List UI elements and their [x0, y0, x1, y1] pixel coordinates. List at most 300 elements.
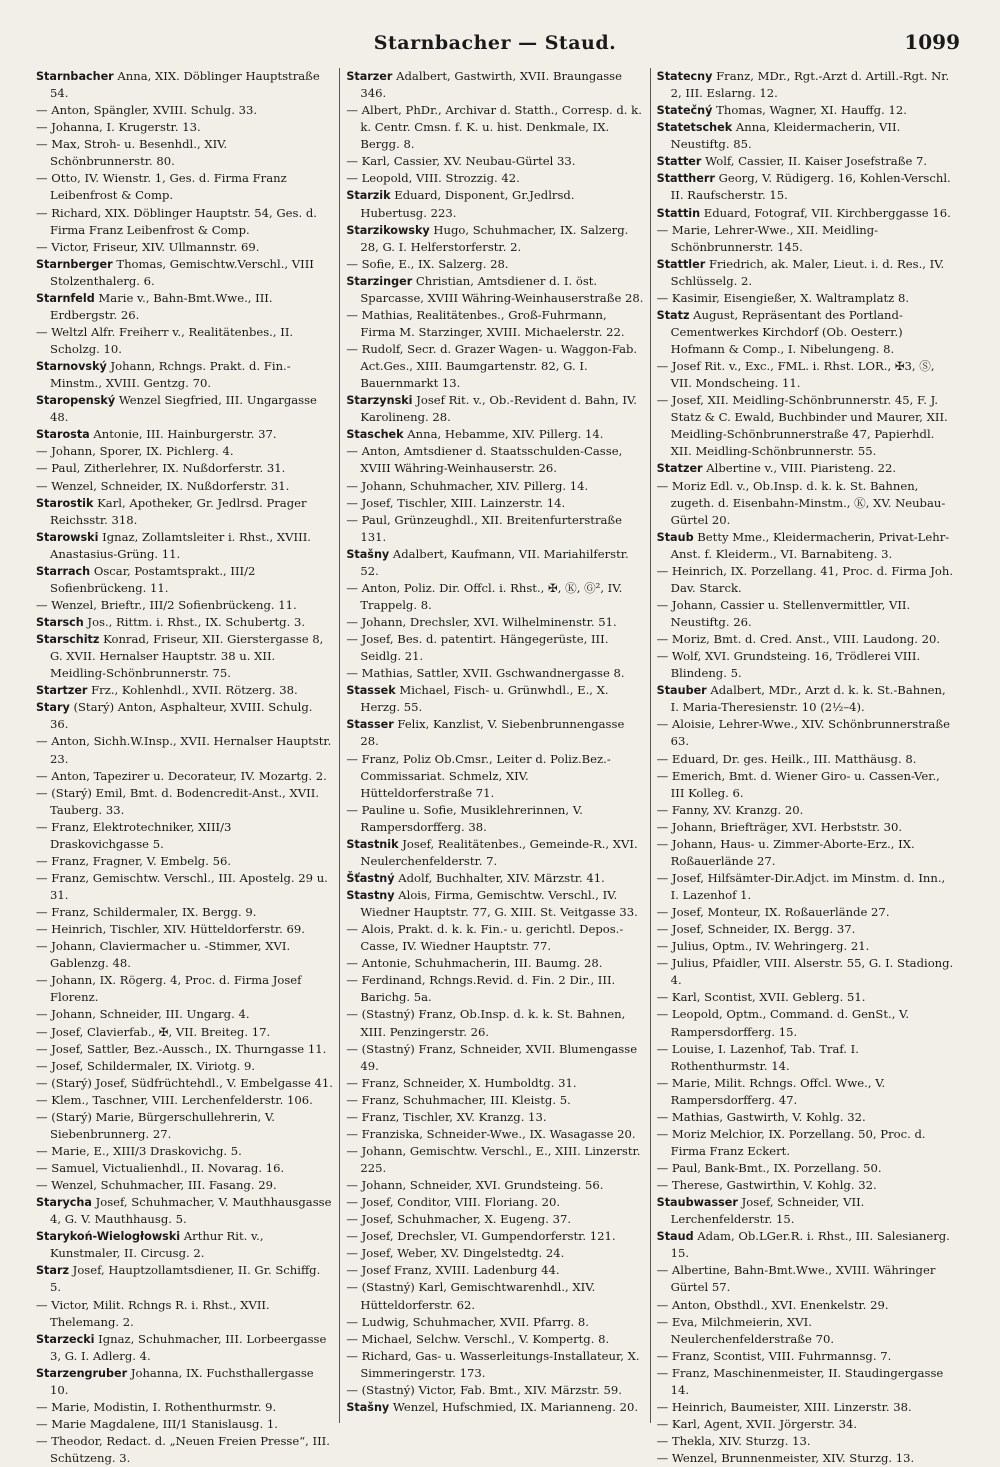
directory-entry: [657, 1314, 954, 1348]
entry-text: — Franz, Gemischtw. Verschl., III. Apostelg. 29 u. 31.: [36, 870, 328, 902]
entry-text: — Wolf, XVI. Grundsteing. 16, Trödlerei VIII. Blindeng. 5.: [656, 649, 921, 681]
directory-entry: [346, 546, 643, 580]
directory-entry: [36, 1416, 333, 1433]
directory-entry: [346, 1075, 643, 1092]
entry-text: Wenzel, Hufschmied, IX. Marianneng. 20.: [392, 1399, 639, 1414]
column-3: [650, 68, 960, 1466]
directory-entry: [36, 119, 333, 136]
entry-surname: Starosta: [36, 428, 90, 442]
entry-text: — Franz, Tischler, XV. Kranzg. 13.: [346, 1109, 547, 1124]
directory-entry: [36, 768, 333, 785]
directory-entry: [36, 597, 333, 614]
directory-entry: [657, 1177, 954, 1194]
directory-entry: [36, 290, 333, 324]
directory-entry: [36, 819, 333, 853]
entry-text: Marie v., Bahn-Bmt.Wwe., III. Erdbergstr. 26.: [50, 290, 273, 322]
directory-entry: [346, 1331, 643, 1348]
entry-text: Alois, Firma, Gemischtw. Verschl., IV. Wiedner Hauptstr. 77, G. XIII. St. Veitgasse 33.: [360, 888, 638, 920]
directory-entry: [346, 392, 643, 426]
directory-entry: [36, 256, 333, 290]
entry-text: — Sofie, E., IX. Salzerg. 28.: [346, 256, 509, 271]
directory-entry: [657, 1433, 954, 1450]
entry-surname: Starzecki: [36, 1332, 95, 1346]
directory-entry: [657, 836, 954, 870]
directory-entry: [657, 989, 954, 1006]
directory-entry: [346, 256, 643, 273]
entry-text: — Kasimir, Eisengießer, X. Waltramplatz 8.: [656, 290, 910, 305]
entry-text: — Paul, Grünzeughdl., XII. Breitenfurterstraße 131.: [346, 512, 623, 544]
entry-text: (Starý) Anton, Asphalteur, XVIII. Schulg. 36.: [50, 700, 313, 732]
entry-text: — Antonie, Schuhmacherin, III. Baumg. 28.: [346, 956, 603, 971]
entry-text: — Wenzel, Brieftr., III/2 Sofienbrückeng. 11.: [36, 597, 297, 612]
entry-text: — Anton, Tapezirer u. Decorateur, IV. Mozartg. 2.: [36, 768, 327, 783]
entry-text: — Victor, Milit. Rchngs R. i. Rhst., XVII. Thelemang. 2.: [36, 1297, 270, 1329]
entry-text: — (Starý) Marie, Bürgerschullehrerin, V. Siebenbrunnerg. 27.: [36, 1109, 275, 1141]
entry-text: Oscar, Postamtsprakt., III/2 Sofienbrückeng. 11.: [50, 563, 256, 595]
entry-text: — (Stastný) Franz, Schneider, XVII. Blumengasse 49.: [346, 1041, 638, 1073]
entry-text: Michael, Fisch- u. Grünwhdl., E., X. Herzg. 55.: [360, 683, 609, 715]
entry-surname: Starzer: [346, 70, 393, 83]
entry-text: Adalbert, Kaufmann, VII. Mariahilferstr. 52.: [360, 546, 629, 578]
entry-text: — Josef, Bes. d. patentirt. Hängegerüste, III. Seidlg. 21.: [346, 632, 609, 664]
entry-text: — Marie, E., XIII/3 Draskovichg. 5.: [36, 1143, 242, 1158]
entry-text: — Ludwig, Schuhmacher, XVII. Pfarrg. 8.: [346, 1314, 589, 1329]
entry-surname: Stašny: [346, 547, 390, 561]
entry-text: — Josef, Hilfsämter-Dir.Adjct. im Minstm. d. Inn., I. Lazenhof 1.: [656, 870, 946, 902]
directory-entry: [346, 1041, 643, 1075]
directory-entry: [36, 1092, 333, 1109]
entry-surname: Starostik: [36, 496, 94, 510]
directory-entry: [36, 1228, 333, 1262]
directory-entry: [346, 170, 643, 187]
entry-text: — Wenzel, Schneider, IX. Nußdorferstr. 31.: [36, 478, 290, 493]
entry-surname: Stastnik: [346, 837, 399, 851]
entry-surname: Stasser: [346, 718, 394, 732]
directory-entry: [346, 102, 643, 153]
directory-entry: [657, 256, 954, 290]
entry-text: Albertine v., VIII. Piaristeng. 22.: [706, 461, 897, 476]
entry-text: — (Stastný) Victor, Fab. Bmt., XIV. Märzstr. 59.: [346, 1382, 622, 1397]
entry-text: — Josef, Monteur, IX. Roßauerlände 27.: [656, 905, 890, 920]
directory-entry: [346, 1382, 643, 1399]
entry-text: — Josef, Schuhmacher, X. Eugeng. 37.: [346, 1212, 572, 1227]
directory-entry: [36, 68, 333, 102]
entry-surname: Starzikowsky: [346, 223, 430, 237]
directory-entry: [36, 870, 333, 904]
directory-entry: [346, 631, 643, 665]
entry-text: — Mathias, Gastwirth, V. Kohlg. 32.: [656, 1109, 866, 1124]
entry-text: — Anton, Poliz. Dir. Offcl. i. Rhst., ✠, Ⓚ, Ⓖ², IV. Trappelg. 8.: [346, 580, 623, 612]
directory-entry: [36, 426, 333, 443]
entry-text: — Ferdinand, Rchngs.Revid. d. Fin. 2 Dir., III. Barichg. 5a.: [346, 973, 616, 1005]
entry-text: — Eduard, Dr. ges. Heilk., III. Matthäusg. 8.: [656, 751, 917, 766]
entry-text: — Albert, PhDr., Archivar d. Statth., Corresp. d. k. k. Centr. Cmsn. f. K. u. hist. Denkmale, IX. Bergg. 8.: [346, 103, 642, 152]
entry-text: — Josef Franz, XVIII. Ladenburg 44.: [346, 1263, 560, 1278]
entry-text: — Franz, Poliz Ob.Cmsr., Leiter d. Poliz.Bez.-Commissariat. Schmelz, XIV. Hütteldorferstraße 71.: [346, 751, 611, 800]
entry-text: — Mathias, Realitätenbes., Groß-Fuhrmann, Firma M. Starzinger, XVIII. Michaelerstr. 22.: [346, 307, 625, 339]
directory-entry: [36, 1177, 333, 1194]
directory-entry: [657, 955, 954, 989]
directory-entry: [36, 921, 333, 938]
directory-entry: [657, 751, 954, 768]
entry-text: — Mathias, Sattler, XVII. Gschwandnergasse 8.: [346, 666, 625, 681]
entry-text: Johann, Rchngs. Prakt. d. Fin.-Minstm., XVIII. Gentzg. 70.: [50, 359, 291, 391]
entry-surname: Statter: [656, 155, 702, 169]
entry-text: Felix, Kanzlist, V. Siebenbrunnengasse 28.: [360, 717, 625, 749]
entry-text: — Josef, XII. Meidling-Schönbrunnerstr. 45, F. J. Statz & C. Ewald, Buchbinder und Maurer, XII. Meidling-Schönbrunnerstraße 47, Papierhdl. XII. Meidling-Schönbrunnerstr. 55.: [656, 393, 948, 459]
directory-entry: [657, 648, 954, 682]
column-1: [30, 68, 339, 1466]
directory-entry: [346, 1279, 643, 1313]
entry-text: — Johann, Cassier u. Stellenvermittler, VII. Neustiftg. 26.: [656, 597, 911, 629]
directory-entry: [346, 751, 643, 802]
directory-entry: [36, 1297, 333, 1331]
entry-text: — Franz, Fragner, V. Embelg. 56.: [36, 853, 232, 868]
entry-surname: Starzynski: [346, 394, 413, 408]
directory-entry: [346, 307, 643, 341]
directory-entry: [36, 495, 333, 529]
entry-text: — Paul, Zitherlehrer, IX. Nußdorferstr. 31.: [36, 461, 286, 476]
entry-text: Christian, Amtsdiener d. I. öst. Sparcasse, XVIII Währing-Weinhauserstraße 28.: [360, 273, 644, 305]
entry-text: — Josef, Conditor, VIII. Floriang. 20.: [346, 1195, 561, 1210]
directory-entry: [346, 495, 643, 512]
directory-entry: [346, 68, 643, 102]
entry-text: — Anton, Sichh.W.Insp., XVII. Hernalser Hauptstr. 23.: [36, 734, 332, 766]
directory-entry: [36, 358, 333, 392]
directory-entry: [657, 1041, 954, 1075]
directory-entry: [346, 1126, 643, 1143]
entry-surname: Starowski: [36, 530, 99, 544]
directory-entry: [346, 955, 643, 972]
directory-entry: [657, 153, 954, 170]
entry-text: — Louise, I. Lazenhof, Tab. Traf. I. Rothenthurmstr. 14.: [656, 1041, 859, 1073]
directory-entry: [36, 733, 333, 767]
directory-entry: [346, 716, 643, 750]
entry-text: — Karl, Cassier, XV. Neubau-Gürtel 33.: [346, 154, 576, 169]
directory-entry: [657, 119, 954, 153]
entry-surname: Statz: [656, 308, 690, 322]
entry-surname: Starnovský: [36, 360, 107, 374]
running-title: Starnbacher — Staud.: [373, 32, 617, 54]
entry-text: — Johann, Schuhmacher, XIV. Pillerg. 14.: [346, 478, 589, 493]
entry-surname: Statecny: [656, 70, 713, 83]
entry-text: — Franz, Schildermaler, IX. Bergg. 9.: [36, 905, 257, 920]
directory-entry: [36, 460, 333, 477]
directory-entry: [657, 921, 954, 938]
page-header: [30, 30, 960, 66]
directory-entry: [346, 1092, 643, 1109]
entry-text: — Heinrich, IX. Porzellang. 41, Proc. d. Firma Joh. Dav. Starck.: [656, 563, 954, 595]
directory-entry: [657, 205, 954, 222]
directory-entry: [657, 768, 954, 802]
entry-text: — Johann, IX. Rögerg. 4, Proc. d. Firma Josef Florenz.: [36, 973, 302, 1005]
directory-entry: [657, 1297, 954, 1314]
entry-text: — Franziska, Schneider-Wwe., IX. Wasagasse 20.: [346, 1126, 636, 1141]
entry-surname: Stauber: [656, 684, 707, 698]
entry-surname: Starzengruber: [36, 1366, 128, 1380]
directory-entry: [657, 802, 954, 819]
directory-entry: [346, 443, 643, 477]
directory-entry: [346, 887, 643, 921]
directory-entry: [346, 1314, 643, 1331]
entry-surname: Statečný: [656, 104, 713, 118]
entry-text: — Alois, Prakt. d. k. k. Fin.- u. gerichtl. Depos.-Casse, IV. Wiedner Hauptstr. 77.: [346, 922, 624, 954]
entry-text: — Max, Stroh- u. Besenhdl., XIV. Schönbrunnerstr. 80.: [36, 137, 228, 169]
directory-entry: [36, 853, 333, 870]
entry-text: Karl, Apotheker, Gr. Jedlrsd. Prager Reichsstr. 318.: [50, 495, 307, 527]
directory-entry: [346, 614, 643, 631]
directory-entry: [36, 170, 333, 204]
entry-surname: Staschek: [346, 428, 404, 442]
entry-text: Josef, Hauptzollamtsdiener, II. Gr. Schiffg. 5.: [50, 1263, 321, 1295]
entry-text: — Franz, Schneider, X. Humboldtg. 31.: [346, 1075, 577, 1090]
entry-text: — Aloisie, Lehrer-Wwe., XIV. Schönbrunnerstraße 63.: [656, 717, 950, 749]
entry-surname: Stastny: [346, 889, 395, 902]
directory-entry: [346, 1262, 643, 1279]
entry-surname: Staub: [656, 530, 694, 544]
entry-text: — Franz, Schuhmacher, III. Kleistg. 5.: [346, 1092, 571, 1107]
entry-text: — Julius, Optm., IV. Wehringerg. 21.: [656, 939, 870, 954]
directory-entry: [346, 478, 643, 495]
entry-text: Friedrich, ak. Maler, Lieut. i. d. Res., IV. Schlüsselg. 2.: [670, 256, 945, 288]
directory-entry: [36, 529, 333, 563]
directory-entry: [657, 460, 954, 477]
entry-text: — Julius, Pfaidler, VIII. Alserstr. 55, G. I. Stadiong. 4.: [656, 956, 954, 988]
entry-surname: Staropenský: [36, 394, 116, 408]
directory-entry: [346, 836, 643, 870]
directory-entry: [657, 1006, 954, 1040]
directory-entry: [36, 785, 333, 819]
entry-text: — Karl, Agent, XVII. Jörgerstr. 34.: [656, 1416, 858, 1431]
directory-entry: [657, 938, 954, 955]
entry-text: Eduard, Disponent, Gr.Jedlrsd. Hubertusg. 223.: [360, 188, 575, 220]
directory-entry: [657, 478, 954, 529]
entry-text: — Moriz Edl. v., Ob.Insp. d. k. k. St. Bahnen, zugeth. d. Eisenbahn-Minstm., Ⓚ, XV. Neubau-Gürtel 20.: [656, 478, 946, 527]
entry-text: — Johann, Sporer, IX. Pichlerg. 4.: [36, 444, 234, 459]
directory-entry: [657, 68, 954, 102]
entry-text: Betty Mme., Kleidermacherin, Privat-Lehr-Anst. f. Kleiderm., VI. Barnabiteng. 3.: [670, 529, 950, 561]
directory-entry: [36, 102, 333, 119]
directory-entry: [36, 1024, 333, 1041]
entry-text: — Josef Rit. v., Exc., FML. i. Rhst. LOR., ✠3, Ⓢ, VII. Mondscheing. 11.: [656, 359, 935, 391]
entry-text: Eduard, Fotograf, VII. Kirchberggasse 16.: [703, 205, 951, 220]
entry-text: Josef, Realitätenbes., Gemeinde-R., XVI. Neulerchenfelderstr. 7.: [360, 836, 638, 868]
directory-entry: [346, 426, 643, 443]
directory-entry: [346, 222, 643, 256]
entry-surname: Stary: [36, 701, 70, 715]
directory-entry: [657, 307, 954, 358]
directory-entry: [657, 1450, 954, 1467]
directory-entry: [346, 512, 643, 546]
directory-entry: [36, 972, 333, 1006]
entry-text: — Weltzl Alfr. Freiherr v., Realitätenbes., II. Scholzg. 10.: [36, 324, 294, 356]
entry-text: Josef Rit. v., Ob.-Revident d. Bahn, IV. Karolineng. 28.: [360, 393, 637, 425]
directory-entry: [657, 1160, 954, 1177]
directory-entry: [657, 597, 954, 631]
entry-surname: Starnfeld: [36, 291, 95, 305]
directory-entry: [346, 273, 643, 307]
entry-text: August, Repräsentant des Portland-Cementwerkes Kirchdorf (Ob. Oesterr.) Hofmann & Comp., I. Nibelungeng. 8.: [670, 307, 903, 356]
directory-entry: [657, 682, 954, 716]
entry-surname: Staubwasser: [656, 1196, 738, 1210]
directory-columns: [30, 68, 960, 1466]
directory-entry: [657, 716, 954, 750]
directory-entry: [36, 1331, 333, 1365]
entry-text: Franz, MDr., Rgt.-Arzt d. Artill.-Rgt. Nr. 2, III. Eslarng. 12.: [670, 69, 950, 101]
directory-entry: [36, 392, 333, 426]
entry-text: Hugo, Schuhmacher, IX. Salzerg. 28, G. I. Helferstorferstr. 2.: [360, 222, 629, 254]
directory-entry: [657, 870, 954, 904]
directory-entry: [346, 1245, 643, 1262]
directory-entry: [346, 972, 643, 1006]
entry-surname: Starzik: [346, 189, 391, 203]
entry-text: Thomas, Gemischtw.Verschl., VIII Stolzenthalerg. 6.: [50, 256, 314, 288]
directory-entry: [346, 921, 643, 955]
entry-text: Ignaz, Zollamtsleiter i. Rhst., XVIII. Anastasius-Grüng. 11.: [50, 529, 311, 561]
entry-text: — Klem., Taschner, VIII. Lerchenfelderstr. 106.: [36, 1092, 313, 1107]
directory-entry: [657, 529, 954, 563]
entry-text: Jos., Rittm. i. Rhst., IX. Schubertg. 3.: [87, 615, 306, 629]
directory-entry: [36, 1262, 333, 1296]
directory-entry: [346, 1177, 643, 1194]
directory-entry: [657, 358, 954, 392]
directory-entry: [657, 1228, 954, 1262]
directory-entry: [346, 665, 643, 682]
directory-entry: [36, 1160, 333, 1177]
entry-surname: Statzer: [656, 462, 703, 476]
entry-surname: Starsch: [36, 616, 84, 629]
directory-entry: [657, 1365, 954, 1399]
entry-text: — Wenzel, Brunnenmeister, XIV. Sturzg. 13.: [656, 1451, 915, 1466]
entry-text: — (Stastný) Karl, Gemischtwarenhdl., XIV. Hütteldorferstr. 62.: [346, 1280, 596, 1312]
entry-text: — (Starý) Emil, Bmt. d. Bodencredit-Anst., XVII. Tauberg. 33.: [36, 785, 320, 817]
entry-surname: Starnbacher: [36, 70, 114, 83]
directory-entry: [346, 1211, 643, 1228]
entry-text: — Karl, Scontist, XVII. Geblerg. 51.: [656, 990, 866, 1005]
entry-text: — Marie Magdalene, III/1 Stanislausg. 1.: [36, 1416, 278, 1431]
directory-entry: [36, 682, 333, 699]
directory-entry: [346, 1399, 643, 1416]
directory-entry: [346, 682, 643, 716]
directory-entry: [36, 205, 333, 239]
directory-entry: [346, 1143, 643, 1177]
entry-text: — Pauline u. Sofie, Musiklehrerinnen, V. Rampersdorfferg. 38.: [346, 802, 583, 834]
entry-text: — Michael, Selchw. Verschl., V. Kompertg. 8.: [346, 1331, 610, 1346]
entry-surname: Starrach: [36, 564, 91, 578]
directory-entry: [657, 222, 954, 256]
directory-entry: [657, 1126, 954, 1160]
entry-text: Thomas, Wagner, XI. Hauffg. 12.: [716, 103, 907, 118]
directory-entry: [346, 1228, 643, 1245]
directory-entry: [36, 1194, 333, 1228]
directory-entry: [657, 563, 954, 597]
directory-entry: [36, 136, 333, 170]
entry-text: — Franz, Scontist, VIII. Fuhrmannsg. 7.: [656, 1348, 892, 1363]
entry-text: — Richard, Gas- u. Wasserleitungs-Installateur, X. Simmeringerstr. 173.: [346, 1348, 640, 1380]
directory-entry: [36, 239, 333, 256]
entry-text: — Rudolf, Secr. d. Grazer Wagen- u. Waggon-Fab. Act.Ges., XIII. Baumgartenstr. 82, G. I. Bauernmarkt 13.: [346, 342, 638, 391]
directory-entry: [36, 699, 333, 733]
entry-surname: Stašny: [346, 1400, 390, 1414]
directory-entry: [657, 631, 954, 648]
entry-text: — Johann, Drechsler, XVI. Wilhelminenstr. 51.: [346, 615, 617, 629]
entry-surname: Startzer: [36, 684, 88, 698]
entry-text: Anna, XIX. Döblinger Hauptstraße 54.: [50, 69, 320, 101]
directory-entry: [346, 870, 643, 887]
page-number: 1099: [904, 30, 960, 54]
entry-text: — Anton, Amtsdiener d. Staatsschulden-Casse, XVIII Währing-Weinhauserstr. 26.: [346, 444, 623, 476]
entry-text: Frz., Kohlenhdl., XVII. Rötzerg. 38.: [91, 683, 298, 698]
entry-surname: Stattherr: [656, 172, 715, 186]
entry-text: — Josef, Schneider, IX. Bergg. 37.: [656, 922, 856, 937]
entry-surname: Starz: [36, 1264, 69, 1278]
entry-surname: Stassek: [346, 684, 396, 698]
directory-entry: [346, 802, 643, 836]
entry-text: — Josef, Clavierfab., ✠, VII. Breiteg. 17.: [36, 1024, 271, 1039]
entry-text: — Anton, Obsthdl., XVI. Enenkelstr. 29.: [656, 1297, 889, 1312]
entry-text: — Eva, Milchmeierin, XVI. Neulerchenfelderstraße 70.: [656, 1314, 835, 1346]
entry-text: Josef, Schuhmacher, V. Mauthhausgasse 4, G. V. Mauthhausg. 5.: [50, 1195, 332, 1227]
entry-text: Adalbert, Gastwirth, XVII. Braungasse 346.: [360, 69, 622, 101]
entry-text: — Johann, Haus- u. Zimmer-Aborte-Erz., IX. Roßauerlände 27.: [656, 836, 915, 868]
directory-entry: [36, 1041, 333, 1058]
directory-entry: [657, 1416, 954, 1433]
entry-text: Ignaz, Schuhmacher, III. Lorbeergasse 3, G. I. Adlerg. 4.: [50, 1331, 327, 1363]
entry-text: — Moriz Melchior, IX. Porzellang. 50, Proc. d. Firma Franz Eckert.: [656, 1126, 926, 1158]
directory-entry: [657, 1399, 954, 1416]
directory-entry: [36, 443, 333, 460]
entry-text: — Johann, Gemischtw. Verschl., E., XIII. Linzerstr. 225.: [346, 1143, 641, 1175]
entry-text: — Leopold, VIII. Strozzig. 42.: [346, 171, 520, 186]
directory-entry: [36, 1006, 333, 1023]
directory-entry: [657, 1075, 954, 1109]
entry-surname: Statetschek: [656, 121, 733, 135]
directory-entry: [346, 1194, 643, 1211]
directory-entry: [36, 563, 333, 597]
entry-text: — Franz, Maschinenmeister, II. Staudingergasse 14.: [656, 1365, 944, 1397]
directory-entry: [36, 938, 333, 972]
entry-surname: Starnberger: [36, 257, 113, 271]
entry-surname: Starykoń-Wielogłowski: [36, 1230, 181, 1244]
entry-surname: Šťastný: [346, 871, 395, 885]
entry-text: — Marie, Lehrer-Wwe., XII. Meidling-Schönbrunnerstr. 145.: [656, 222, 879, 254]
directory-entry: [657, 1262, 954, 1296]
directory-entry: [346, 341, 643, 392]
directory-entry: [657, 102, 954, 119]
directory-entry: [36, 1058, 333, 1075]
entry-text: — Otto, IV. Wienstr. 1, Ges. d. Firma Franz Leibenfrost & Comp.: [36, 171, 287, 203]
entry-text: — Marie, Modistin, I. Rothenthurmstr. 9.: [36, 1399, 277, 1414]
entry-text: Wolf, Cassier, II. Kaiser Josefstraße 7.: [705, 154, 928, 169]
entry-text: — Wenzel, Schuhmacher, III. Fasang. 29.: [36, 1178, 277, 1193]
entry-text: — Albertine, Bahn-Bmt.Wwe., XVIII. Währinger Gürtel 57.: [656, 1263, 936, 1295]
entry-text: — Johann, Schneider, XVI. Grundsteing. 56.: [346, 1178, 604, 1193]
entry-text: — Johann, Schneider, III. Ungarg. 4.: [36, 1007, 250, 1022]
entry-text: Wenzel Siegfried, III. Ungargasse 48.: [50, 393, 317, 425]
directory-entry: [657, 904, 954, 921]
entry-text: — (Starý) Josef, Südfrüchtehdl., V. Embelgasse 41.: [36, 1075, 333, 1090]
entry-text: — Leopold, Optm., Command. d. GenSt., V. Rampersdorfferg. 15.: [656, 1007, 910, 1039]
directory-entry: [36, 478, 333, 495]
entry-surname: Stattler: [656, 257, 706, 271]
entry-text: — Josef, Tischler, XIII. Lainzerstr. 14.: [346, 495, 566, 510]
directory-entry: [657, 1109, 954, 1126]
entry-surname: Stattin: [656, 206, 701, 220]
directory-entry: [657, 392, 954, 460]
directory-entry: [36, 1399, 333, 1416]
entry-text: — Johanna, I. Krugerstr. 13.: [36, 120, 201, 135]
entry-text: — Josef, Drechsler, VI. Gumpendorferstr. 121.: [346, 1229, 616, 1244]
